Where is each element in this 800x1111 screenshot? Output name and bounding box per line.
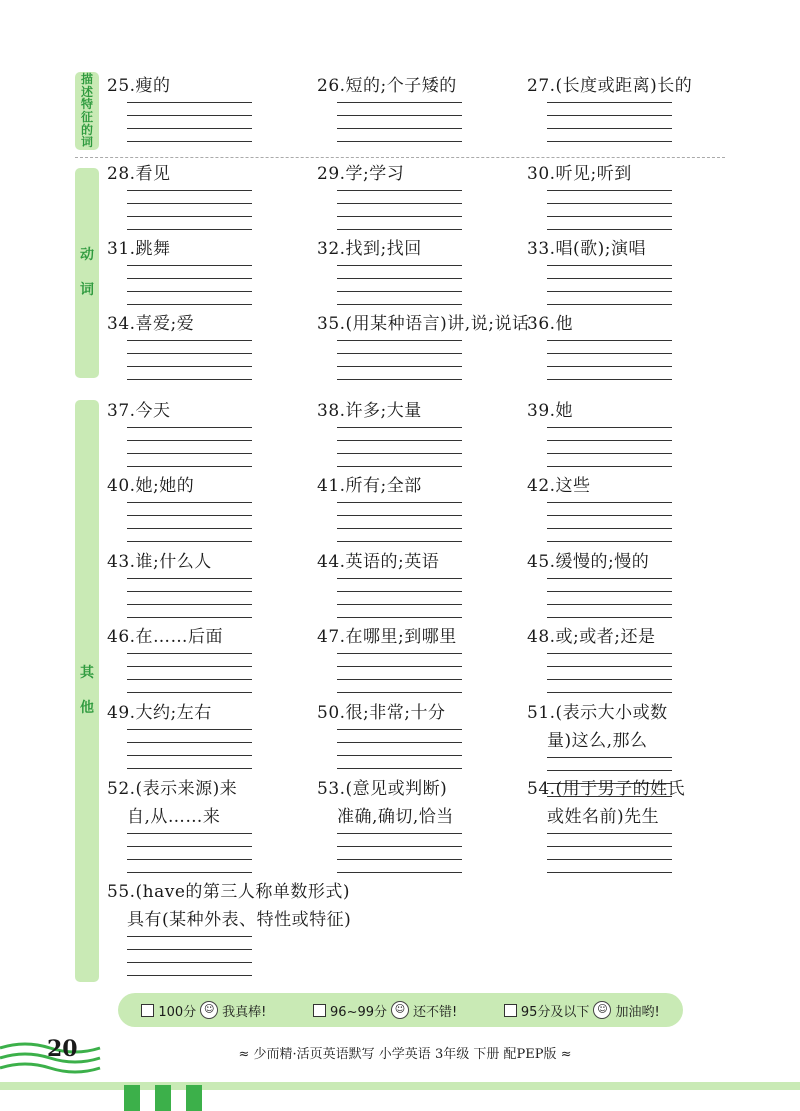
item-meaning: (表示大小或数 (555, 703, 668, 723)
item-meaning: 谁;什么人 (135, 552, 212, 572)
answer-line[interactable] (547, 102, 672, 103)
item-number: 55. (107, 882, 136, 902)
item-label (317, 803, 517, 831)
answer-line[interactable] (337, 755, 462, 756)
item-label (107, 775, 307, 803)
answer-line[interactable] (127, 190, 252, 191)
section-label: 其 (80, 665, 94, 682)
smiley-icon: ☺ (391, 1001, 409, 1019)
section-divider (75, 157, 725, 158)
item-label (107, 472, 307, 500)
item-meaning: 听见;听到 (555, 164, 632, 184)
item-number: 29. (317, 164, 346, 184)
answer-line[interactable] (337, 653, 462, 654)
answer-line[interactable] (547, 379, 672, 380)
section-tab (75, 168, 99, 378)
item-number: 27. (527, 76, 556, 96)
answer-line[interactable] (127, 265, 252, 266)
answer-line[interactable] (337, 102, 462, 103)
vocab-item (317, 397, 517, 425)
item-meaning: (长度或距离)长的 (555, 76, 693, 96)
answer-line[interactable] (547, 872, 672, 873)
answer-line[interactable] (337, 366, 462, 367)
answer-line[interactable] (337, 229, 462, 230)
item-label (317, 235, 517, 263)
answer-line[interactable] (337, 440, 462, 441)
item-number: 40. (107, 476, 136, 496)
item-number: 51. (527, 703, 556, 723)
answer-line[interactable] (547, 353, 672, 354)
answer-line[interactable] (127, 128, 252, 129)
item-label (107, 803, 307, 831)
item-number: 42. (527, 476, 556, 496)
item-meaning: 唱(歌);演唱 (555, 239, 647, 259)
item-meaning: 大约;左右 (135, 703, 212, 723)
answer-line[interactable] (337, 872, 462, 873)
item-meaning: (用于男子的姓氏 (555, 779, 686, 799)
answer-line[interactable] (547, 141, 672, 142)
answer-line[interactable] (547, 679, 672, 680)
answer-line[interactable] (127, 278, 252, 279)
item-meaning: 量)这么,那么 (547, 731, 648, 751)
item-number: 33. (527, 239, 556, 259)
answer-line[interactable] (127, 379, 252, 380)
answer-line[interactable] (127, 102, 252, 103)
item-meaning: 找到;找回 (345, 239, 422, 259)
item-meaning: 准确,确切,恰当 (337, 807, 454, 827)
answer-line[interactable] (127, 846, 252, 847)
item-meaning: 或;或者;还是 (555, 627, 656, 647)
answer-line[interactable] (127, 591, 252, 592)
item-number: 41. (317, 476, 346, 496)
item-meaning: 具有(某种外表、特性或特征) (127, 910, 352, 930)
answer-line[interactable] (127, 466, 252, 467)
answer-line[interactable] (337, 115, 462, 116)
answer-line[interactable] (547, 859, 672, 860)
item-meaning: 她;她的 (135, 476, 195, 496)
item-number: 48. (527, 627, 556, 647)
answer-line[interactable] (547, 466, 672, 467)
answer-line[interactable] (337, 692, 462, 693)
answer-line[interactable] (337, 541, 462, 542)
green-bar (155, 1085, 171, 1111)
vocab-item (527, 397, 727, 425)
item-number: 52. (107, 779, 136, 799)
item-number: 50. (317, 703, 346, 723)
section-tab (75, 400, 99, 982)
answer-line[interactable] (337, 340, 462, 341)
answer-line[interactable] (547, 203, 672, 204)
vocab-item (107, 878, 352, 934)
answer-line[interactable] (127, 653, 252, 654)
answer-line[interactable] (547, 604, 672, 605)
answer-line[interactable] (127, 115, 252, 116)
vocab-item (527, 310, 727, 338)
answer-line[interactable] (127, 768, 252, 769)
vocab-item (317, 72, 517, 100)
item-label (107, 878, 351, 906)
answer-line[interactable] (547, 846, 672, 847)
vocab-item (317, 548, 517, 576)
answer-line[interactable] (547, 692, 672, 693)
item-label (527, 727, 727, 755)
answer-line[interactable] (127, 453, 252, 454)
answer-line[interactable] (127, 340, 252, 341)
answer-line[interactable] (127, 216, 252, 217)
item-number: 26. (317, 76, 346, 96)
answer-line[interactable] (127, 604, 252, 605)
item-meaning: (have的第三人称单数形式) (135, 882, 351, 902)
vocab-item (317, 310, 530, 338)
answer-line[interactable] (127, 729, 252, 730)
answer-line[interactable] (337, 679, 462, 680)
vocab-item (317, 160, 517, 188)
item-number: 45. (527, 552, 556, 572)
answer-line[interactable] (127, 833, 252, 834)
checkbox[interactable] (504, 1004, 517, 1017)
item-label (317, 775, 517, 803)
answer-line[interactable] (337, 666, 462, 667)
answer-line[interactable] (547, 666, 672, 667)
answer-line[interactable] (547, 265, 672, 266)
vocab-item (527, 775, 727, 831)
item-number: 25. (107, 76, 136, 96)
item-label (527, 775, 727, 803)
section-label: 述 (80, 84, 93, 99)
item-label (527, 699, 727, 727)
item-label (527, 623, 727, 651)
vocab-item (527, 72, 727, 100)
answer-line[interactable] (337, 729, 462, 730)
item-number: 34. (107, 314, 136, 334)
footer-text: ≈ 少而精·活页英语默写 小学英语 3年级 下册 配PEP版 ≈ (238, 1047, 572, 1062)
item-label (527, 472, 727, 500)
item-number: 31. (107, 239, 136, 259)
answer-line[interactable] (337, 128, 462, 129)
answer-line[interactable] (127, 692, 252, 693)
answer-line[interactable] (127, 617, 252, 618)
item-number: 35. (317, 314, 346, 334)
vocab-item (107, 310, 307, 338)
smiley-icon: ☺ (200, 1001, 218, 1019)
item-number: 44. (317, 552, 346, 572)
item-number: 43. (107, 552, 136, 572)
item-number: 37. (107, 401, 136, 421)
vocab-item (107, 623, 307, 651)
answer-line[interactable] (337, 502, 462, 503)
answer-line[interactable] (547, 216, 672, 217)
answer-line[interactable] (337, 141, 462, 142)
answer-line[interactable] (127, 515, 252, 516)
answer-line[interactable] (127, 962, 252, 963)
score-option-2[interactable]: 96~99分 ☺ 还不错! (313, 1001, 457, 1020)
answer-line[interactable] (337, 265, 462, 266)
item-label (317, 397, 517, 425)
item-meaning: 英语的;英语 (345, 552, 440, 572)
answer-line[interactable] (337, 216, 462, 217)
section-label: 描 (80, 72, 93, 87)
item-label (527, 803, 727, 831)
item-number: 47. (317, 627, 346, 647)
item-label (317, 472, 517, 500)
vocab-item (107, 397, 307, 425)
section-label: 词 (80, 282, 94, 298)
answer-line[interactable] (547, 115, 672, 116)
item-meaning: 许多;大量 (345, 401, 422, 421)
item-label (107, 623, 307, 651)
item-label (317, 699, 517, 727)
answer-line[interactable] (127, 872, 252, 873)
item-label (107, 72, 307, 100)
answer-line[interactable] (337, 833, 462, 834)
answer-line[interactable] (337, 379, 462, 380)
item-label (317, 548, 517, 576)
answer-line[interactable] (127, 755, 252, 756)
item-meaning: 在哪里;到哪里 (345, 627, 457, 647)
item-meaning: 她 (555, 401, 574, 421)
answer-line[interactable] (337, 203, 462, 204)
answer-line[interactable] (337, 304, 462, 305)
vocab-item (107, 775, 307, 831)
answer-line[interactable] (127, 304, 252, 305)
item-label (107, 699, 307, 727)
score-option-3[interactable]: 95分及以下 ☺ 加油哟! (504, 1001, 660, 1020)
answer-line[interactable] (127, 366, 252, 367)
answer-line[interactable] (127, 578, 252, 579)
item-meaning: 缓慢的;慢的 (555, 552, 650, 572)
item-meaning: 自,从……来 (127, 807, 221, 827)
answer-line[interactable] (127, 353, 252, 354)
item-number: 53. (317, 779, 346, 799)
answer-line[interactable] (337, 278, 462, 279)
item-label (527, 548, 727, 576)
answer-line[interactable] (127, 949, 252, 950)
item-meaning: 这些 (555, 476, 591, 496)
answer-line[interactable] (337, 617, 462, 618)
answer-line[interactable] (547, 578, 672, 579)
answer-line[interactable] (547, 366, 672, 367)
answer-line[interactable] (337, 591, 462, 592)
section-label: 动 (80, 247, 94, 264)
answer-line[interactable] (337, 604, 462, 605)
vocab-item (317, 775, 517, 831)
answer-line[interactable] (127, 936, 252, 937)
answer-line[interactable] (547, 757, 672, 758)
answer-line[interactable] (337, 466, 462, 467)
answer-line[interactable] (547, 190, 672, 191)
answer-line[interactable] (337, 528, 462, 529)
section-label: 的 (80, 122, 93, 137)
answer-line[interactable] (127, 229, 252, 230)
answer-line[interactable] (337, 578, 462, 579)
answer-line[interactable] (547, 528, 672, 529)
item-label (107, 235, 307, 263)
item-label (107, 397, 307, 425)
item-number: 30. (527, 164, 556, 184)
item-meaning: 今天 (135, 401, 171, 421)
item-number: 38. (317, 401, 346, 421)
item-meaning: 看见 (135, 164, 171, 184)
item-label (317, 72, 517, 100)
item-number: 54. (527, 779, 556, 799)
answer-line[interactable] (127, 141, 252, 142)
answer-line[interactable] (127, 859, 252, 860)
answer-line[interactable] (547, 291, 672, 292)
vocab-item (107, 235, 307, 263)
answer-line[interactable] (127, 203, 252, 204)
item-meaning: (用某种语言)讲,说;说话 (345, 314, 530, 334)
item-number: 46. (107, 627, 136, 647)
vocab-item (107, 472, 307, 500)
green-bar (124, 1085, 140, 1111)
answer-line[interactable] (547, 502, 672, 503)
vocab-item (107, 160, 307, 188)
answer-line[interactable] (547, 427, 672, 428)
answer-line[interactable] (547, 515, 672, 516)
answer-line[interactable] (337, 353, 462, 354)
item-label (527, 310, 727, 338)
answer-line[interactable] (547, 541, 672, 542)
answer-line[interactable] (127, 502, 252, 503)
section-label: 征 (80, 110, 93, 124)
answer-line[interactable] (547, 304, 672, 305)
answer-line[interactable] (127, 541, 252, 542)
answer-line[interactable] (547, 229, 672, 230)
answer-line[interactable] (127, 679, 252, 680)
item-label (317, 310, 530, 338)
item-label (107, 906, 352, 934)
item-label (107, 310, 307, 338)
page-number: 20 (47, 1036, 78, 1062)
vocab-item (317, 235, 517, 263)
answer-line[interactable] (127, 440, 252, 441)
answer-line[interactable] (547, 278, 672, 279)
item-meaning: 他 (555, 314, 574, 334)
item-label (527, 397, 727, 425)
vocab-item (527, 160, 727, 188)
item-label (527, 160, 727, 188)
item-meaning: 或姓名前)先生 (547, 807, 660, 827)
item-meaning: 瘦的 (135, 76, 171, 96)
checkbox[interactable] (141, 1004, 154, 1017)
section-label: 词 (80, 135, 93, 150)
smiley-icon: ☺ (593, 1001, 611, 1019)
vocab-item (527, 472, 727, 500)
answer-line[interactable] (127, 666, 252, 667)
item-label (527, 72, 727, 100)
item-number: 32. (317, 239, 346, 259)
answer-line[interactable] (337, 453, 462, 454)
answer-line[interactable] (127, 528, 252, 529)
section-tab (75, 72, 99, 150)
answer-line[interactable] (337, 190, 462, 191)
item-number: 28. (107, 164, 136, 184)
answer-line[interactable] (337, 846, 462, 847)
answer-line[interactable] (127, 975, 252, 976)
answer-line[interactable] (547, 617, 672, 618)
item-meaning: 所有;全部 (345, 476, 422, 496)
answer-line[interactable] (547, 453, 672, 454)
vocab-item (107, 72, 307, 100)
score-option-1[interactable]: 100分 ☺ 我真棒! (141, 1001, 266, 1020)
score-bar (118, 993, 683, 1027)
vocab-item (317, 623, 517, 651)
item-label (317, 160, 517, 188)
answer-line[interactable] (547, 653, 672, 654)
item-number: 49. (107, 703, 136, 723)
answer-line[interactable] (547, 440, 672, 441)
answer-line[interactable] (547, 128, 672, 129)
answer-line[interactable] (547, 591, 672, 592)
vocab-item (317, 472, 517, 500)
answer-line[interactable] (547, 770, 672, 771)
item-meaning: 跳舞 (135, 239, 171, 259)
vocab-item (527, 623, 727, 651)
answer-line[interactable] (127, 742, 252, 743)
green-bar (186, 1085, 202, 1111)
answer-line[interactable] (127, 427, 252, 428)
item-meaning: 学;学习 (345, 164, 405, 184)
item-label (317, 623, 517, 651)
vocab-item (527, 235, 727, 263)
item-meaning: (表示来源)来 (135, 779, 238, 799)
vocab-item (107, 699, 307, 727)
item-meaning: 在……后面 (135, 627, 224, 647)
vocab-item (527, 699, 727, 755)
answer-line[interactable] (337, 859, 462, 860)
item-label (107, 160, 307, 188)
vocab-item (107, 548, 307, 576)
answer-line[interactable] (547, 833, 672, 834)
item-number: 39. (527, 401, 556, 421)
section-label: 特 (80, 97, 93, 112)
vocab-item (317, 699, 517, 727)
answer-line[interactable] (337, 427, 462, 428)
vocab-item (527, 548, 727, 576)
item-meaning: 喜爱;爱 (135, 314, 195, 334)
checkbox[interactable] (313, 1004, 326, 1017)
answer-line[interactable] (127, 291, 252, 292)
item-number: 36. (527, 314, 556, 334)
answer-line[interactable] (337, 768, 462, 769)
item-meaning: 很;非常;十分 (345, 703, 446, 723)
answer-line[interactable] (337, 515, 462, 516)
item-label (107, 548, 307, 576)
answer-line[interactable] (337, 291, 462, 292)
answer-line[interactable] (547, 340, 672, 341)
item-meaning: (意见或判断) (345, 779, 448, 799)
answer-line[interactable] (337, 742, 462, 743)
item-meaning: 短的;个子矮的 (345, 76, 457, 96)
item-label (527, 235, 727, 263)
section-label: 他 (80, 700, 94, 716)
